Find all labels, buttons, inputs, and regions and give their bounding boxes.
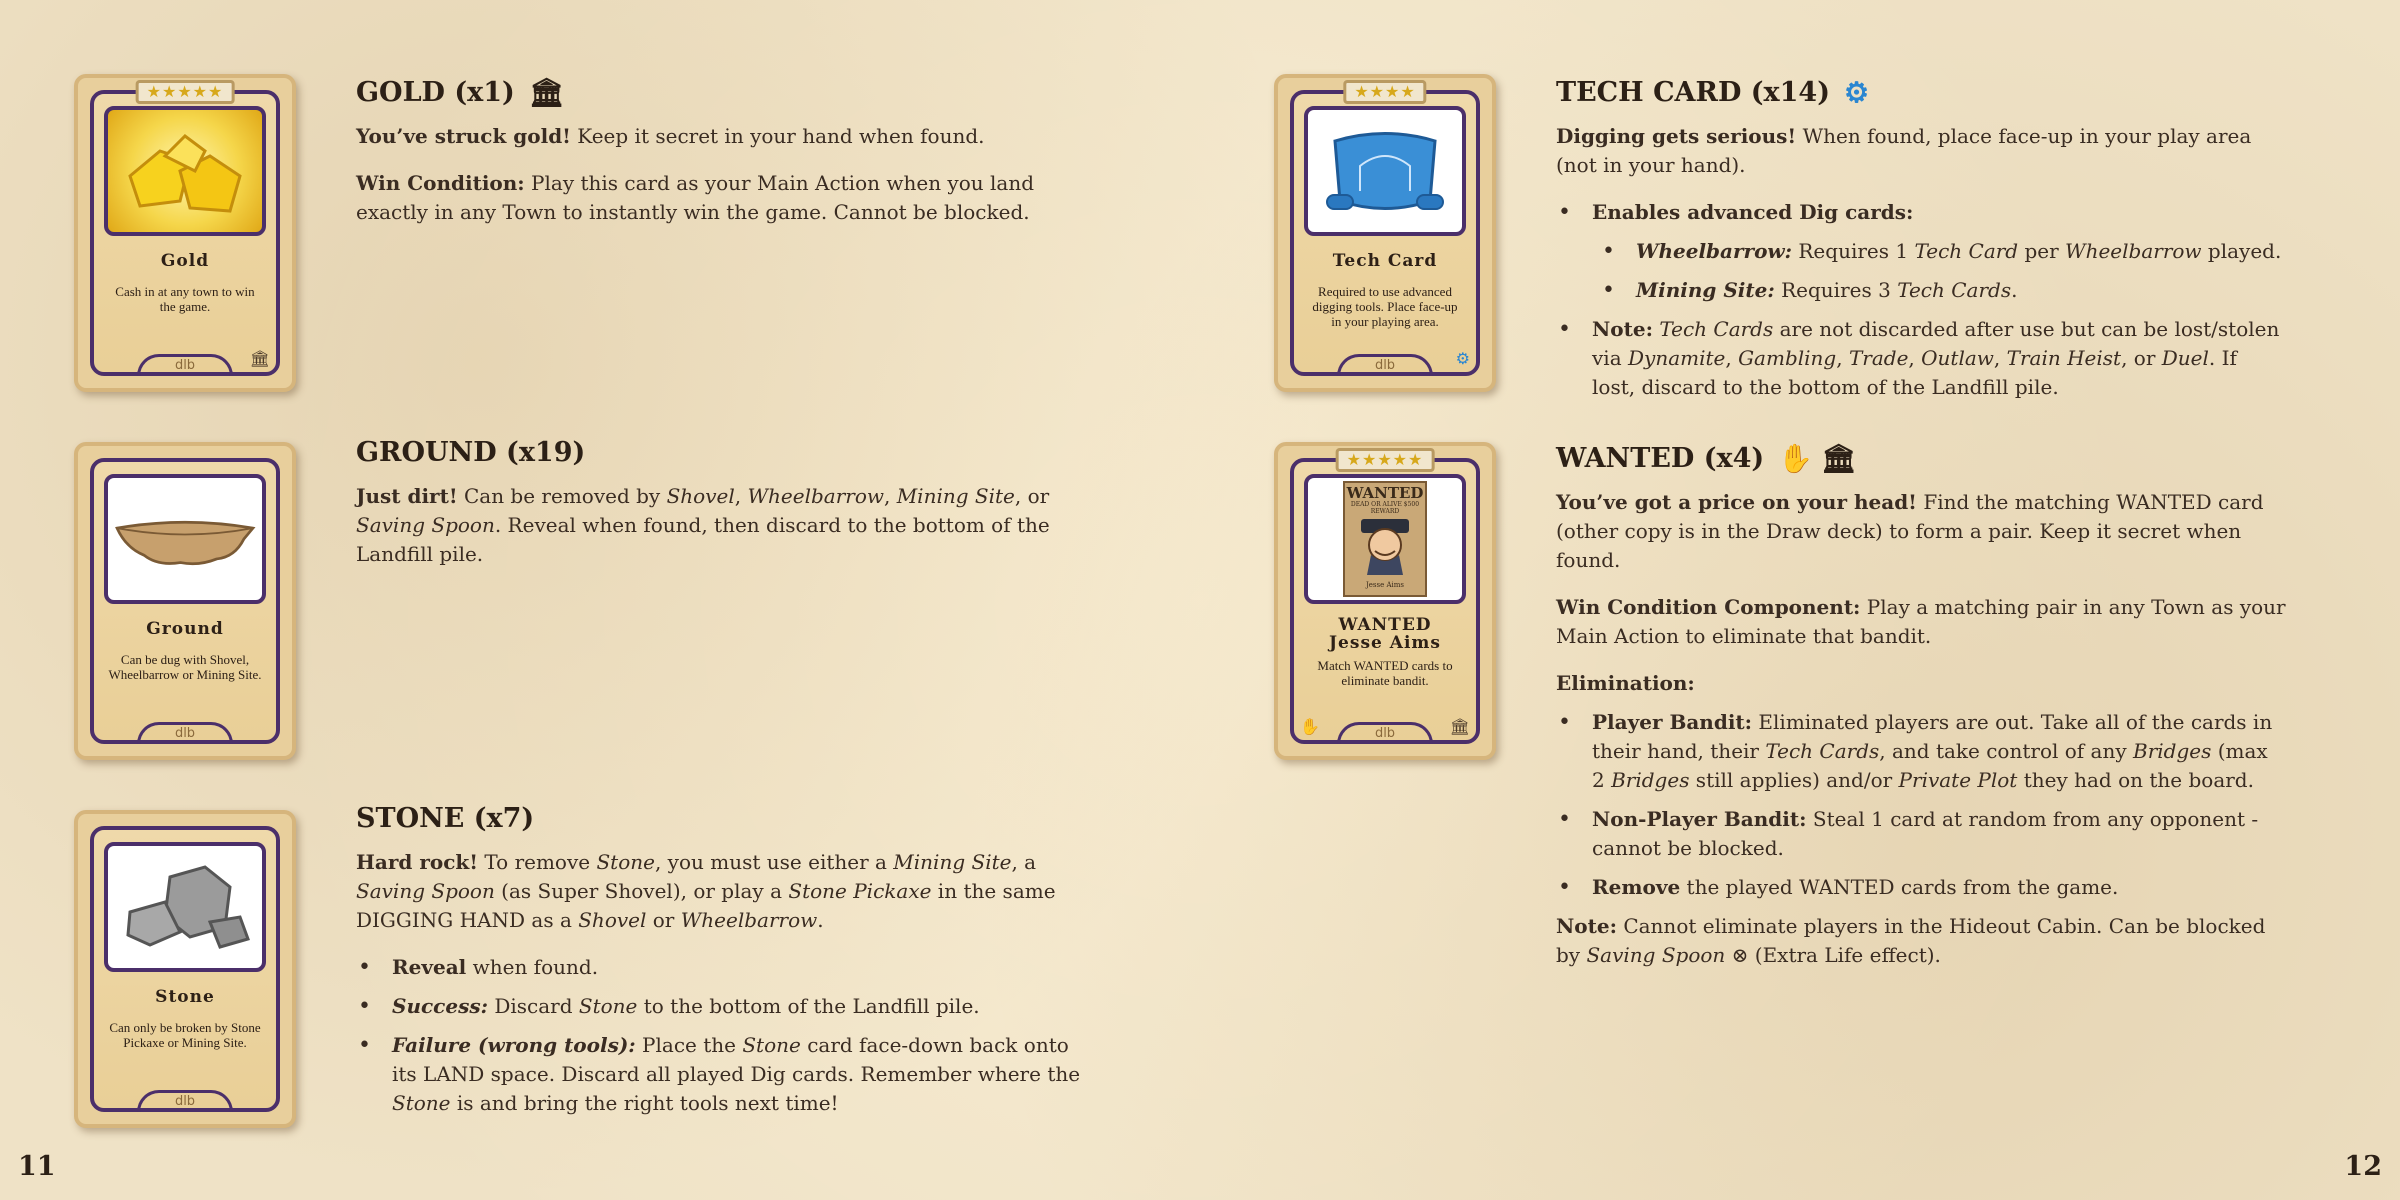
tech-card	[1274, 74, 1496, 392]
wanted-poster: WANTED DEAD OR ALIVE $500 REWARD Jesse Aims	[1343, 481, 1427, 597]
card-description: Can be dug with Shovel, Wheelbarrow or Mining Site.	[108, 652, 262, 682]
list-item: • Success: Discard Stone to the bottom of the Landfill pile.	[356, 992, 1086, 1021]
list-item: • Mining Site: Requires 3 Tech Cards.	[1600, 276, 2286, 305]
list-item: • Note: Tech Cards are not discarded after use but can be lost/stolen via Dynamite, Gambling, Trade, Outlaw, Train Heist, or Duel. If lost, discard to the bottom of the Landfill pile.	[1556, 315, 2286, 402]
bandit-portrait-icon	[1355, 515, 1415, 577]
card-footer: dlb	[137, 1090, 233, 1112]
section-title: GOLD (x1) 🏛	[356, 76, 565, 109]
stone-paragraph-1: Hard rock! To remove Stone, you must use either a Mining Site, a Saving Spoon (as Super Shovel), or play a Stone Pickaxe in the same DIGGING HAND as a Shovel or Wheelbarrow.	[356, 850, 1056, 932]
card-description: Can only be broken by Stone Pickaxe or Mining Site.	[109, 1020, 261, 1050]
gold-paragraph-1: You’ve struck gold! Keep it secret in your hand when found.	[356, 124, 985, 148]
bank-icon: 🏛	[1821, 442, 1857, 475]
page-number-right: 12	[2344, 1151, 2382, 1182]
hand-icon: ✋	[1300, 717, 1320, 736]
tech-bullets	[1556, 198, 2286, 402]
wanted-poster-art	[1304, 474, 1466, 604]
stone-bullets	[356, 953, 1086, 1118]
card-stars: ★★★★★	[1336, 448, 1435, 472]
tech-paragraph-1: Digging gets serious! When found, place face-up in your play area (not in your hand).	[1556, 124, 2252, 177]
card-description: Required to use advanced digging tools. Place face-up in your playing area.	[1312, 284, 1458, 329]
wanted-card	[1274, 442, 1496, 760]
tech-section	[1556, 76, 2286, 412]
wanted-note: Note: Cannot eliminate players in the Hideout Cabin. Can be blocked by Saving Spoon ⊗ (Extra Life effect).	[1556, 914, 2266, 967]
bank-icon: 🏛	[1449, 717, 1470, 736]
card-footer: dlb	[1337, 354, 1433, 376]
gold-card	[74, 74, 296, 392]
gold-nugget-art	[104, 106, 266, 236]
list-item: • Wheelbarrow: Requires 1 Tech Card per Wheelbarrow played.	[1600, 237, 2286, 266]
card-footer: dlb	[137, 354, 233, 376]
spoon-icon: ⊗	[1731, 943, 1749, 967]
stone-rock-art	[104, 842, 266, 972]
card-stars: ★★★★	[1343, 80, 1426, 104]
gold-section	[356, 76, 1086, 245]
elimination-heading: Elimination:	[1556, 671, 1695, 695]
section-title: GROUND (x19)	[356, 437, 586, 468]
gear-icon: ⚙	[1843, 76, 1870, 109]
list-item: • Reveal when found.	[356, 953, 1086, 982]
page-number-left: 11	[18, 1151, 56, 1182]
gold-paragraph-2: Win Condition: Play this card as your Main Action when you land exactly in any Town to instantly win the game. Cannot be blocked.	[356, 171, 1035, 224]
section-title: TECH CARD (x14) ⚙	[1556, 76, 1870, 109]
stone-card	[74, 810, 296, 1128]
tech-blueprint-art	[1304, 106, 1466, 236]
card-description: Cash in at any town to win the game.	[115, 284, 255, 314]
section-title: WANTED (x4) ✋ 🏛	[1556, 442, 1857, 475]
gear-icon: ⚙	[1455, 349, 1470, 368]
ground-card	[74, 442, 296, 760]
card-footer: dlb	[137, 722, 233, 744]
wanted-section	[1556, 442, 2286, 988]
hand-icon: ✋	[1778, 442, 1814, 475]
card-description: Match WANTED cards to eliminate bandit.	[1317, 658, 1453, 688]
list-item: • Failure (wrong tools): Place the Stone card face-down back onto its LAND space. Discard all played Dig cards. Remember where the Stone is and bring the right tools next time!	[356, 1031, 1086, 1118]
card-stars: ★★★★★	[136, 80, 235, 104]
card-name: Ground	[146, 619, 224, 639]
card-name: WANTED Jesse Aims	[1329, 615, 1441, 653]
list-item: • Non-Player Bandit: Steal 1 card at random from any opponent - cannot be blocked.	[1556, 805, 2286, 863]
list-item: • Remove the played WANTED cards from the game.	[1556, 873, 2286, 902]
bank-icon: 🏛	[249, 349, 270, 368]
card-name: Gold	[160, 251, 210, 271]
elimination-bullets	[1556, 708, 2286, 902]
card-footer: dlb	[1337, 722, 1433, 744]
ground-paragraph-1: Just dirt! Can be removed by Shovel, Wheelbarrow, Mining Site, or Saving Spoon. Reveal when found, then discard to the bottom of the Landfill pile.	[356, 484, 1050, 566]
section-title: STONE (x7)	[356, 803, 535, 834]
wanted-paragraph-2: Win Condition Component: Play a matching pair in any Town as your Main Action to eliminate that bandit.	[1556, 595, 2286, 648]
ground-dirt-art	[104, 474, 266, 604]
bank-icon: 🏛	[528, 76, 565, 109]
card-name: Stone	[155, 987, 215, 1007]
list-item: • Player Bandit: Eliminated players are out. Take all of the cards in their hand, their Tech Cards, and take control of any Bridges (max 2 Bridges still applies) and/or Private Plot they had on the board.	[1556, 708, 2286, 795]
wanted-paragraph-1: You’ve got a price on your head! Find the matching WANTED card (other copy is in the Draw deck) to form a pair. Keep it secret when found.	[1556, 490, 2264, 572]
list-item: • Enables advanced Dig cards:	[1556, 198, 2286, 227]
ground-section	[356, 436, 1086, 587]
stone-section	[356, 802, 1086, 1128]
card-name: Tech Card	[1332, 251, 1438, 271]
